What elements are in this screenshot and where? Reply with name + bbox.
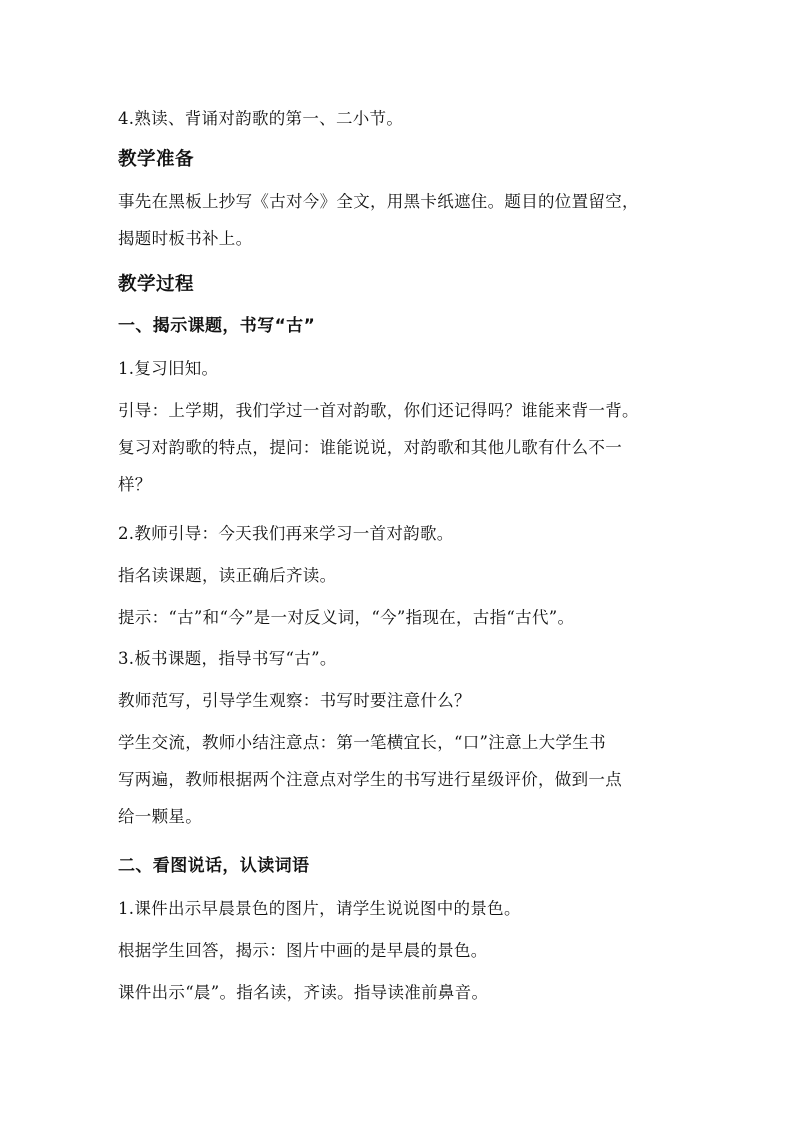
step1-paragraph-review xyxy=(118,392,683,503)
step1-item-2: 2.教师引导：今天我们再来学习一首对韵歌。 xyxy=(118,524,454,543)
step1-read-title: 指名读课题，读正确后齐读。 xyxy=(118,566,337,585)
section-heading-preparation: 教学准备 xyxy=(118,149,195,170)
step1-paragraph-writing xyxy=(118,724,683,835)
step1-item-1: 1.复习旧知。 xyxy=(118,359,219,378)
step2-answer: 根据学生回答，揭示：图片中画的是早晨的景色。 xyxy=(118,941,488,960)
review-line-2: 复习对韵歌的特点，提问：谁能说说，对韵歌和其他儿歌有什么不一 xyxy=(118,438,622,457)
objective-item-4: 4.熟读、背诵对韵歌的第一、二小节。 xyxy=(118,109,404,128)
step1-hint: 提示：“古”和“今”是一对反义词，“今”指现在，古指“古代”。 xyxy=(118,608,575,627)
step-heading-1: 一、揭示课题，书写“古” xyxy=(118,316,316,336)
step-heading-2: 二、看图说话，认读词语 xyxy=(118,856,310,876)
step2-show-character: 课件出示“晨”。指名读，齐读。指导读准前鼻音。 xyxy=(118,983,489,1002)
section-heading-process: 教学过程 xyxy=(118,274,195,295)
step1-item-3: 3.板书课题，指导书写“古”。 xyxy=(118,649,337,668)
review-line-3: 样？ xyxy=(118,475,152,494)
step1-teacher-demo: 教师范写，引导学生观察：书写时要注意什么？ xyxy=(118,691,471,710)
writing-line-2: 写两遍，教师根据两个注意点对学生的书写进行星级评价，做到一点 xyxy=(118,770,622,789)
preparation-line-2: 揭题时板书补上。 xyxy=(118,229,253,248)
preparation-paragraph xyxy=(118,183,683,257)
writing-line-3: 给一颗星。 xyxy=(118,807,202,826)
step2-item-1: 1.课件出示早晨景色的图片，请学生说说图中的景色。 xyxy=(118,899,521,918)
review-line-1: 引导：上学期，我们学过一首对韵歌，你们还记得吗？谁能来背一背。 xyxy=(118,401,639,420)
preparation-line-1: 事先在黑板上抄写《古对今》全文，用黑卡纸遮住。题目的位置留空， xyxy=(118,192,639,211)
writing-line-1: 学生交流，教师小结注意点：第一笔横宜长，“口”注意上大学生书 xyxy=(118,733,606,752)
